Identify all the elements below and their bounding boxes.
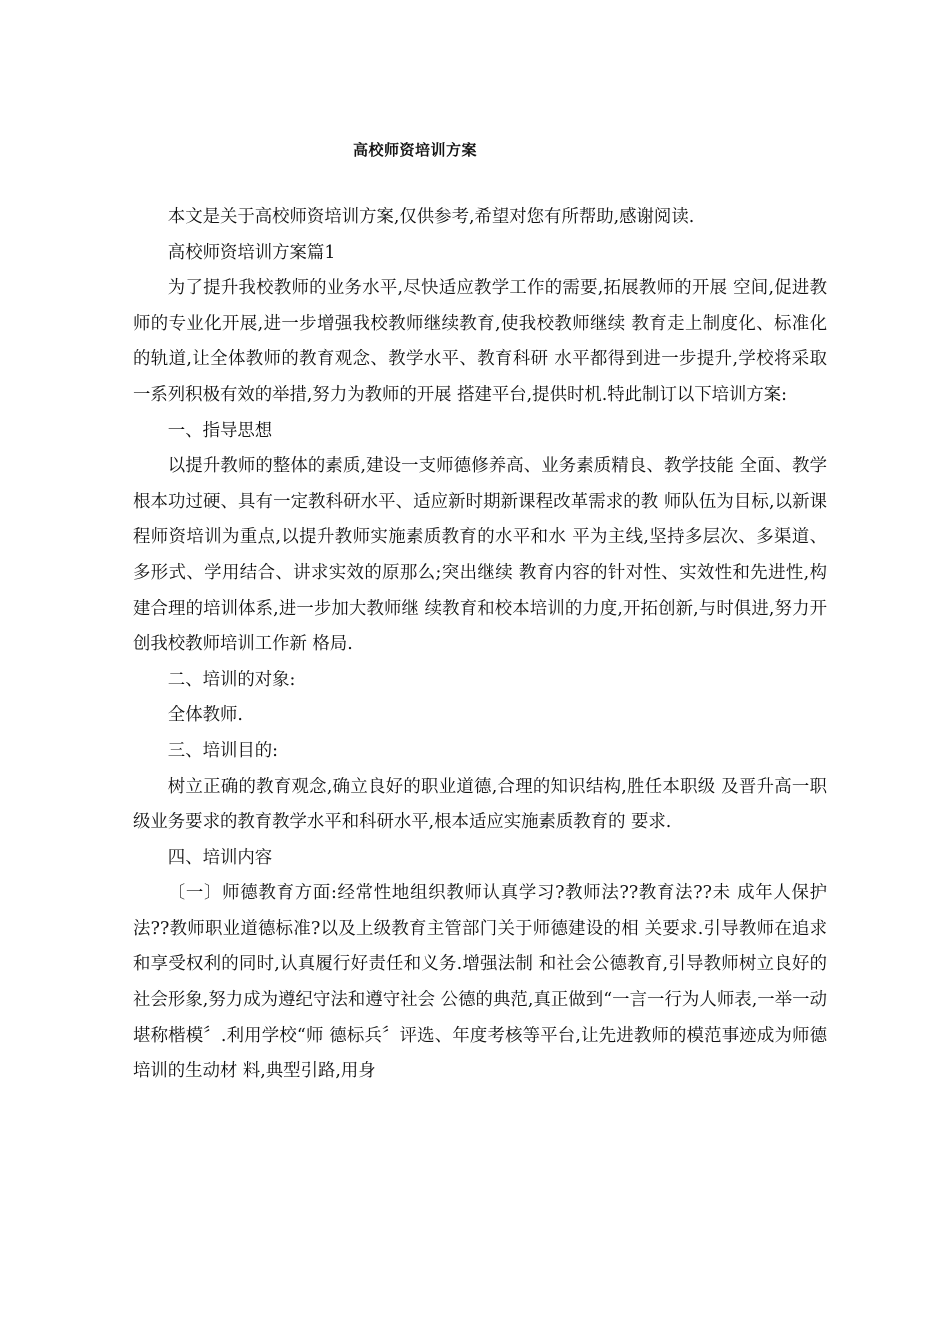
body-paragraph: 全体教师. bbox=[167, 705, 243, 726]
body-paragraph: 〔一〕师德教育方面:经常性地组织教师认真学习?教师法??教育法??未 成年人保护法??教师职业道德标准?以及上级教育主管部门关于师德建设的相 关要求.引导教师在追求和享受权利的同时,认真履行好责任和义务.增强法制 和社会公德教育,引导教师树立良好的社会形象,努力成为遵纪守法和遵守社会 公德的典范,真正做到“一言一行为人师表,一举一动堪称楷模〞.利用学校“师 德标兵〞评选、年度考核等平台,让先进教师的模范事迹成为师德培训的生动材 料,典型引路,用身 bbox=[133, 883, 827, 1082]
section-heading: 一、指导思想 bbox=[167, 420, 273, 441]
section-heading: 三、培训目的: bbox=[167, 740, 279, 761]
section-heading: 高校师资培训方案篇1 bbox=[167, 242, 336, 263]
section-heading: 二、培训的对象: bbox=[167, 669, 296, 690]
section-heading: 四、培训内容 bbox=[167, 847, 273, 868]
body-paragraph: 树立正确的教育观念,确立良好的职业道德,合理的知识结构,胜任本职级 及晋升高一职级业务要求的教育教学水平和科研水平,根本适应实施素质教育的 要求. bbox=[133, 776, 827, 833]
intro-paragraph: 本文是关于高校师资培训方案,仅供参考,希望对您有所帮助,感谢阅读. bbox=[167, 207, 695, 227]
document-body bbox=[133, 200, 827, 1090]
document-title: 高校师资培训方案 bbox=[352, 141, 477, 159]
body-paragraph: 为了提升我校教师的业务水平,尽快适应教学工作的需要,拓展教师的开展 空间,促进教师的专业化开展,进一步增强我校教师继续教育,使我校教师继续 教育走上制度化、标准化的轨道,让全体教师的教育观念、教学水平、教育科研 水平都得到进一步提升,学校将采取一系列积极有效的举措,努力为教师的开展 搭建平台,提供时机.特此制订以下培训方案: bbox=[133, 278, 827, 405]
body-paragraph: 以提升教师的整体的素质,建设一支师德修养高、业务素质精良、教学技能 全面、教学根本功过硬、具有一定教科研水平、适应新时期新课程改革需求的教 师队伍为目标,以新课程师资培训为重点,以提升教师实施素质教育的水平和水 平为主线,坚持多层次、多渠道、多形式、学用结合、讲求实效的原那么;突出继续 教育内容的针对性、实效性和先进性,构建合理的培训体系,进一步加大教师继 续教育和校本培训的力度,开拓创新,与时俱进,努力开创我校教师培训工作新 格局. bbox=[133, 456, 827, 655]
